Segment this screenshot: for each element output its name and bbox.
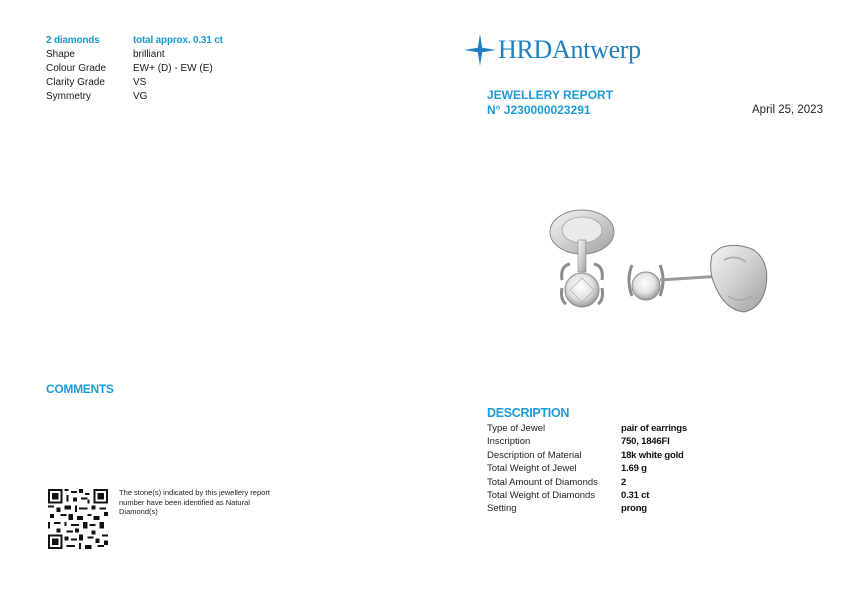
summary-value: VG bbox=[133, 91, 148, 102]
brand-name: HRDAntwerp bbox=[498, 35, 641, 64]
report-title: JEWELLERY REPORT bbox=[487, 88, 614, 102]
description-label: Inscription bbox=[487, 436, 531, 448]
description-row bbox=[487, 489, 687, 502]
summary-label: Shape bbox=[46, 49, 75, 60]
description-row bbox=[487, 462, 687, 475]
summary-label: Clarity Grade bbox=[46, 77, 105, 88]
description-value: 0.31 ct bbox=[621, 490, 650, 502]
summary-row-shape bbox=[46, 48, 223, 62]
summary-value: EW+ (D) - EW (E) bbox=[133, 63, 213, 74]
description-row bbox=[487, 476, 687, 489]
description-row bbox=[487, 435, 687, 448]
summary-row-clarity bbox=[46, 76, 223, 90]
description-value: 2 bbox=[621, 476, 627, 488]
summary-row-colour bbox=[46, 62, 223, 76]
description-value: 18k white gold bbox=[621, 449, 684, 461]
hrd-antwerp-logo bbox=[462, 32, 641, 68]
summary-value: VS bbox=[133, 77, 147, 88]
description-label: Total Weight of Diamonds bbox=[487, 490, 596, 502]
description-label: Setting bbox=[487, 503, 517, 515]
total-weight: total approx. 0.31 ct bbox=[133, 35, 223, 46]
comments-heading: COMMENTS bbox=[46, 382, 114, 396]
report-number: N° J230000023291 bbox=[487, 103, 591, 117]
description-value: 1.69 g bbox=[621, 463, 647, 475]
description-table bbox=[487, 422, 687, 516]
summary-row-symmetry bbox=[46, 90, 223, 104]
summary-header bbox=[46, 34, 223, 48]
description-label: Description of Material bbox=[487, 449, 582, 461]
description-label: Total Weight of Jewel bbox=[487, 463, 577, 475]
certification-note: The stone(s) indicated by this jewellery report number have been identified as Natural Diamond(s) bbox=[119, 488, 270, 517]
description-label: Type of Jewel bbox=[487, 423, 546, 434]
description-value: prong bbox=[621, 503, 647, 515]
description-row bbox=[487, 449, 687, 462]
diamonds-count: 2 diamonds bbox=[46, 35, 100, 46]
description-label: Total Amount of Diamonds bbox=[487, 476, 598, 488]
description-row bbox=[487, 502, 687, 515]
description-heading: DESCRIPTION bbox=[487, 406, 570, 420]
earrings-image bbox=[540, 200, 780, 330]
report-date: April 25, 2023 bbox=[752, 104, 823, 116]
qr-code-icon bbox=[48, 489, 108, 549]
summary-value: brilliant bbox=[133, 49, 165, 60]
summary-label: Symmetry bbox=[46, 91, 91, 102]
description-row bbox=[487, 422, 687, 435]
four-point-star-icon bbox=[462, 32, 498, 68]
description-value: pair of earrings bbox=[621, 423, 687, 434]
description-value: 750, 1846FI bbox=[621, 436, 670, 448]
summary-label: Colour Grade bbox=[46, 63, 107, 74]
stone-summary bbox=[46, 34, 223, 104]
